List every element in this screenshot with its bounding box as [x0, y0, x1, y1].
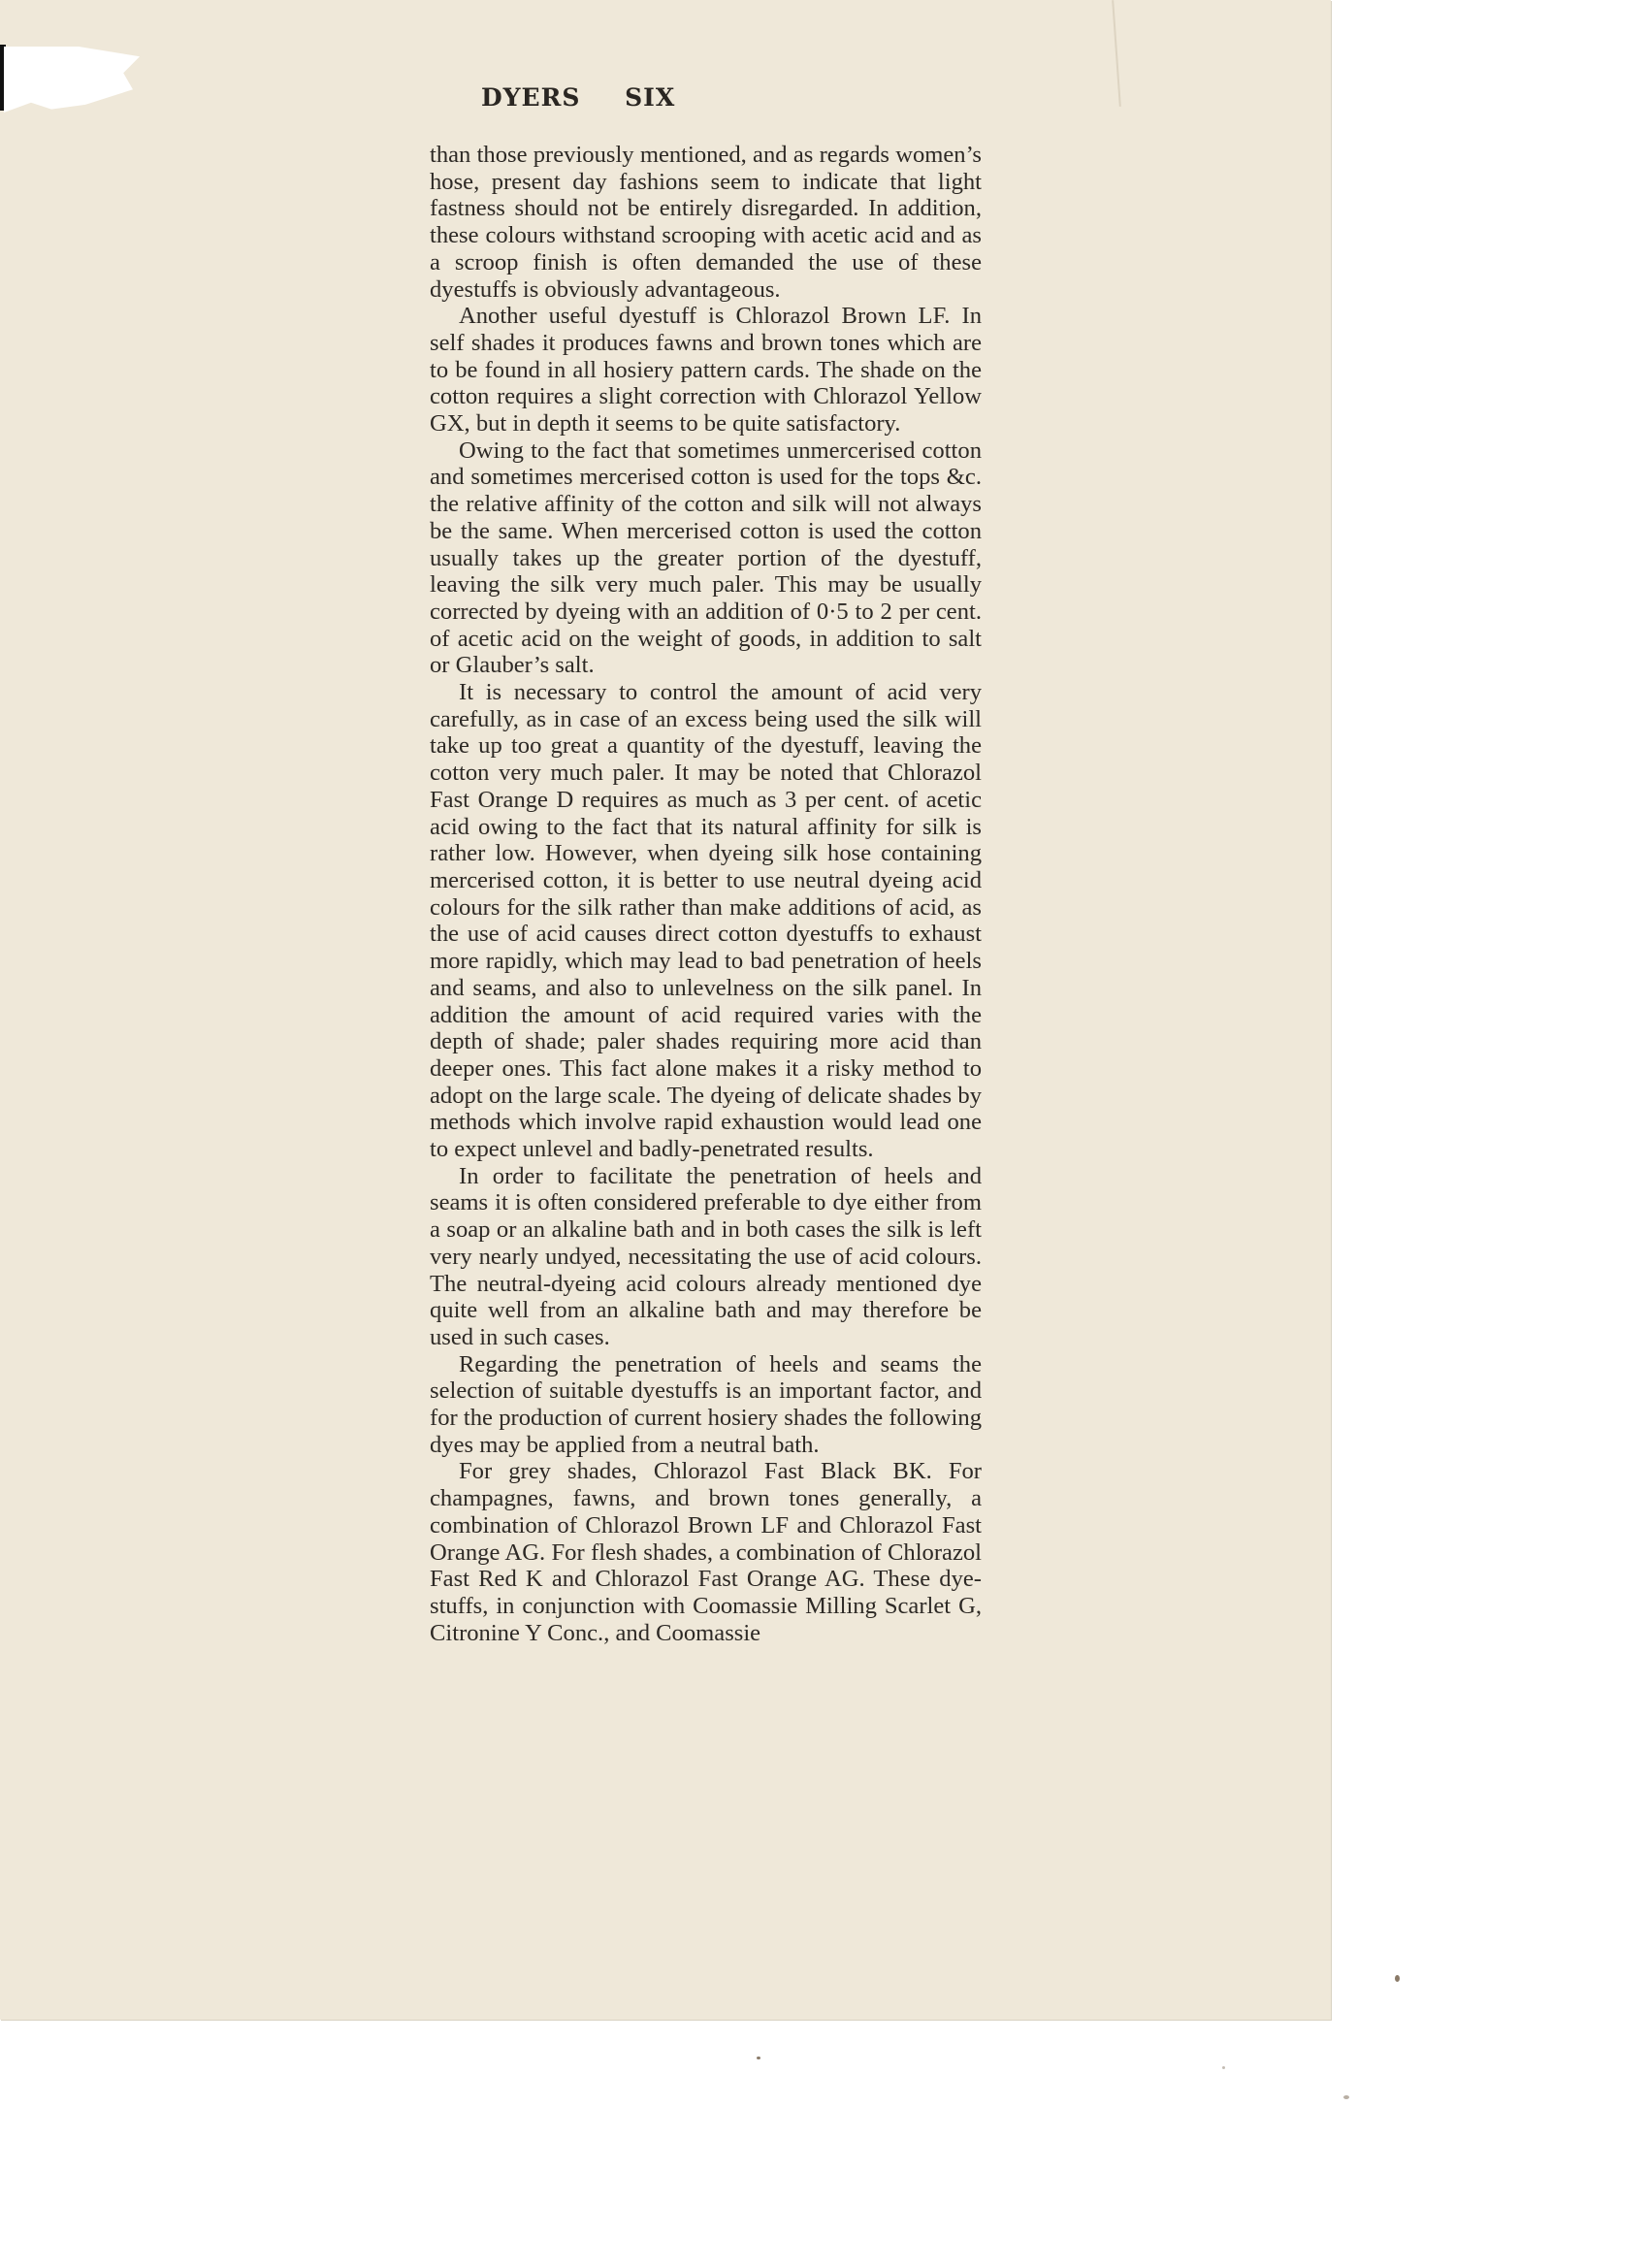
- dust-speck: [1222, 2066, 1225, 2069]
- dust-speck: [757, 2057, 760, 2059]
- paragraph-3: Owing to the fact that sometimes unmercerised cotton and sometimes mercerised cotton is used for the tops &c. the relative affinity of the cotton and silk will not always be the same. When mercerised cotton is used the cotton usually takes up the greater portion of the dyestuff, leaving the silk very much paler. This may be usually corrected by dyeing with an addition of 0·5 to 2 per cent. of acetic acid on the weight of goods, in addition to salt or Glauber’s salt.: [430, 437, 982, 679]
- paragraph-1: than those previously mentioned, and as regards women’s hose, present day fashions seem to indicate that light fastness should not be entirely disregarded. In addition, these colours withstand scrooping with acetic acid and as a scroop finish is often demanded the use of these dyestuffs is obviously advantageous.: [430, 142, 982, 303]
- torn-corner: [4, 47, 140, 113]
- paragraph-7: For grey shades, Chlorazol Fast Black BK. For champagnes, fawns, and brown tones generally, a combination of Chlorazol Brown LF and Chlorazol Fast Orange AG. For flesh shades, a combination of Chlorazol Fast Red K and Chlorazol Fast Orange AG. These dyestuffs, in conjunction with Coomassie Milling Scarlet G, Citronine Y Conc., and Coomassie: [430, 1458, 982, 1646]
- paragraph-4: It is necessary to control the amount of acid very carefully, as in case of an excess being used the silk will take up too great a quantity of the dyestuff, leaving the cotton very much paler. It may be noted that Chlorazol Fast Orange D requires as much as 3 per cent. of acetic acid owing to the fact that its natural affinity for silk is rather low. However, when dyeing silk hose containing mercerised cotton, it is better to use neutral dyeing acid colours for the silk rather than make additions of acid, as the use of acid causes direct cotton dyestuffs to exhaust more rapidly, which may lead to bad penetration of heels and seams, and also to unlevelness on the silk panel. In addition the amount of acid required varies with the depth of shade; paler shades requiring more acid than deeper ones. This fact alone makes it a risky method to adopt on the large scale. The dyeing of delicate shades by methods which involve rapid exhaustion would lead one to expect unlevel and badly-penetrated results.: [430, 679, 982, 1163]
- paragraph-2: Another useful dyestuff is Chlorazol Brown LF. In self shades it produces fawns and brown tones which are to be found in all hosiery pattern cards. The shade on the cotton requires a slight correction with Chlorazol Yellow GX, but in depth it seems to be quite satisfactory.: [430, 303, 982, 437]
- paper-crease: [1112, 0, 1121, 107]
- dust-speck: [1395, 1975, 1400, 1982]
- text-column: [430, 142, 982, 1646]
- running-head: DYERS SIX: [481, 83, 676, 112]
- paragraph-5: In order to facilitate the penetration of heels and seams it is often considered preferable to dye either from a soap or an alkaline bath and in both cases the silk is left very nearly undyed, necessitating the use of acid colours. The neutral-dyeing acid colours already mentioned dye quite well from an alkaline bath and may therefore be used in such cases.: [430, 1162, 982, 1350]
- dust-speck: [1343, 2095, 1349, 2099]
- paragraph-6: Regarding the penetration of heels and seams the selection of suitable dyestuffs is an important factor, and for the production of current hosiery shades the following dyes may be applied from a neutral bath.: [430, 1350, 982, 1458]
